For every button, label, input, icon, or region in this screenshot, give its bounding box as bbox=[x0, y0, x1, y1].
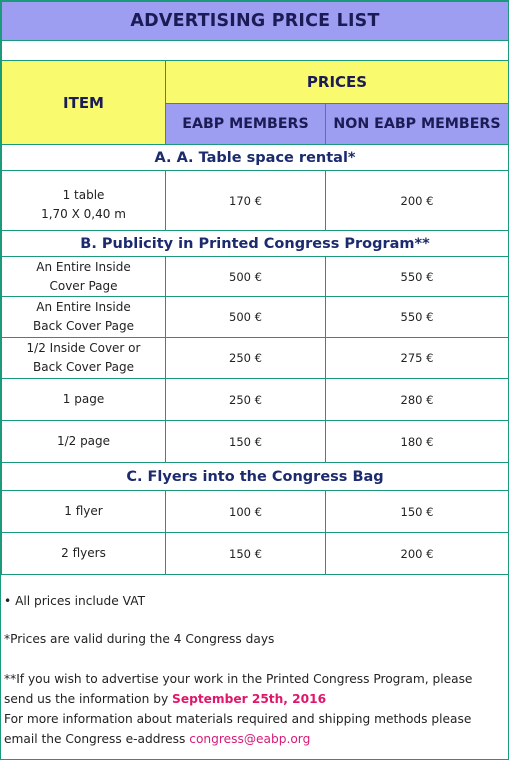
item-cell bbox=[2, 171, 166, 231]
table-row bbox=[2, 533, 509, 575]
non-member-price: 200 € bbox=[326, 171, 509, 231]
table-row bbox=[2, 491, 509, 533]
non-member-price: 275 € bbox=[326, 338, 509, 379]
member-price: 500 € bbox=[166, 297, 326, 338]
members-column-header: EABP MEMBERS bbox=[166, 104, 326, 145]
non-member-price: 150 € bbox=[326, 491, 509, 533]
item-name: An Entire Inside bbox=[36, 259, 131, 274]
section-title: A. A. Table space rental* bbox=[2, 145, 509, 171]
item-name: 1 table bbox=[62, 187, 105, 202]
info-note: For more information about materials required and shipping methods please bbox=[4, 712, 472, 726]
item-cell: 2 flyers bbox=[2, 533, 166, 575]
item-name: 1/2 Inside Cover or bbox=[26, 341, 141, 355]
member-price: 250 € bbox=[166, 338, 326, 379]
section-title: B. Publicity in Printed Congress Program** bbox=[2, 231, 509, 257]
table-row bbox=[2, 379, 509, 421]
member-price: 500 € bbox=[166, 257, 326, 297]
non-member-price: 200 € bbox=[326, 533, 509, 575]
item-detail: Cover Page bbox=[49, 278, 118, 293]
item-cell: 1 flyer bbox=[2, 491, 166, 533]
item-cell bbox=[2, 338, 166, 379]
non-member-price: 550 € bbox=[326, 257, 509, 297]
table-row bbox=[2, 421, 509, 463]
item-name: An Entire Inside bbox=[36, 300, 131, 314]
prices-header: PRICES bbox=[166, 61, 509, 104]
item-cell: 1/2 page bbox=[2, 421, 166, 463]
item-detail: Back Cover Page bbox=[33, 360, 134, 374]
notes bbox=[1, 591, 508, 749]
deadline-date: September 25th, 2016 bbox=[172, 692, 327, 706]
vat-note: • All prices include VAT bbox=[4, 594, 146, 608]
price-table bbox=[1, 1, 509, 575]
page-title: ADVERTISING PRICE LIST bbox=[2, 2, 509, 41]
table-row bbox=[2, 297, 509, 338]
non-members-column-header: NON EABP MEMBERS bbox=[326, 104, 509, 145]
item-column-header: ITEM bbox=[2, 61, 166, 145]
non-member-price: 180 € bbox=[326, 421, 509, 463]
member-price: 250 € bbox=[166, 379, 326, 421]
validity-note: *Prices are valid during the 4 Congress days bbox=[4, 632, 275, 646]
email-link[interactable]: congress@eabp.org bbox=[189, 732, 311, 746]
item-cell bbox=[2, 257, 166, 297]
table-row bbox=[2, 171, 509, 231]
table-row bbox=[2, 257, 509, 297]
item-cell bbox=[2, 297, 166, 338]
item-detail: Back Cover Page bbox=[33, 319, 134, 333]
item-cell: 1 page bbox=[2, 379, 166, 421]
deadline-prefix: send us the information by bbox=[4, 692, 173, 706]
deadline-note: **If you wish to advertise your work in the Printed Congress Program, please bbox=[4, 672, 473, 686]
member-price: 100 € bbox=[166, 491, 326, 533]
section-title: C. Flyers into the Congress Bag bbox=[2, 463, 509, 491]
non-member-price: 280 € bbox=[326, 379, 509, 421]
member-price: 170 € bbox=[166, 171, 326, 231]
deadline-line bbox=[4, 689, 508, 709]
member-price: 150 € bbox=[166, 421, 326, 463]
member-price: 150 € bbox=[166, 533, 326, 575]
email-prefix: email the Congress e-address bbox=[4, 732, 190, 746]
email-line bbox=[4, 729, 508, 749]
item-detail: 1,70 X 0,40 m bbox=[41, 206, 126, 221]
table-row bbox=[2, 338, 509, 379]
spacer-row bbox=[2, 41, 509, 61]
non-member-price: 550 € bbox=[326, 297, 509, 338]
